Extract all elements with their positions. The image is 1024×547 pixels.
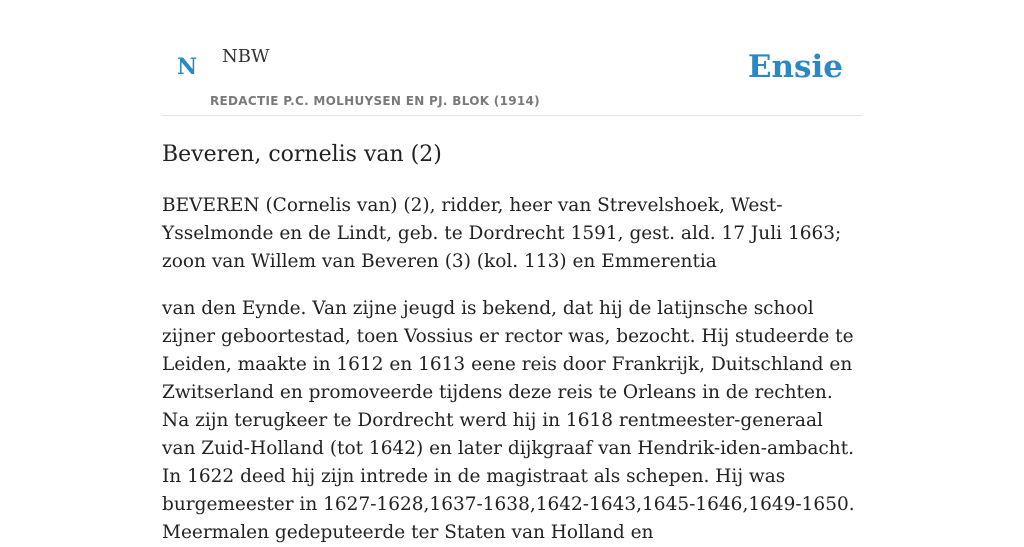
source-logo-link[interactable]: N (177, 54, 198, 80)
source-name[interactable]: NBW (222, 46, 270, 67)
article-paragraph: van den Eynde. Van zijne jeugd is bekend, dat hij de latijnsche school zijner geboortestad, toen Vossius er rector was, bezocht. Hij studeerde te Leiden, maakte in 1612 en 1613 eene reis door Frankrijk, Duitschland en Zwitserland en promoveerde tijdens deze reis te Orleans in de rechten. Na zijn terugkeer te Dordrecht werd hij in 1618 rentmeester-generaal van Zuid-Holland (tot 1642) en later dijkgraaf van Hendrik-iden-ambacht. In 1622 deed hij zijn intrede in de magistraat als schepen. Hij was burgemeester in 1627-1628,1637-1638,1642-1643,1645-1646,1649-1650. Meermalen gedeputeerde ter Staten van Holland en (162, 298, 855, 543)
source-subtitle: REDACTIE P.C. MOLHUYSEN EN PJ. BLOK (1914) (210, 94, 540, 108)
brand-logo-link[interactable]: Ensie (747, 49, 843, 85)
header (162, 0, 862, 116)
article-paragraph: BEVEREN (Cornelis van) (2), ridder, heer van Strevelshoek, West-Ysselmonde en de Lindt, geb. te Dordrecht 1591, gest. ald. 17 Juli 1663; zoon van Willem van Beveren (3) (kol. 113) en Emmerentia (162, 195, 842, 272)
article-title: Beveren, cornelis van (2) (162, 142, 442, 167)
